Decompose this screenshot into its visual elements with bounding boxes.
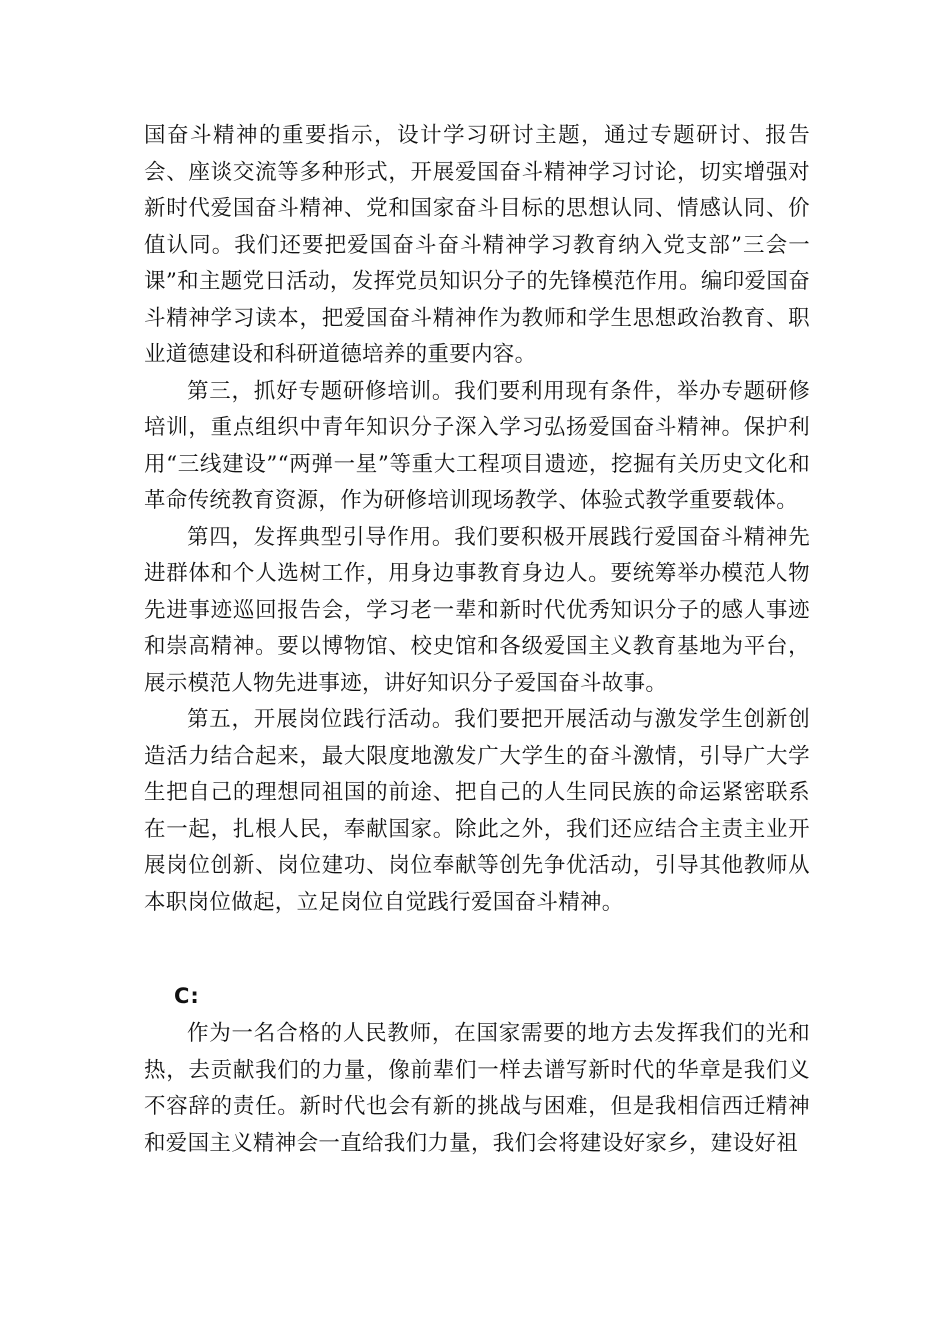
section-label-c: C: — [174, 984, 200, 1008]
paragraph-fifth-point: 第五，开展岗位践行活动。我们要把开展活动与激发学生创新创造活力结合起来，最大限度地激发广大学生的奋斗激情，引导广大学生把自己的理想同祖国的前途、把自己的人生同民族的命运紧密联系在一起，扎根人民，奉献国家。除此之外，我们还应结合主责主业开展岗位创新、岗位建功、岗位奉献等创先争优活动，引导其他教师从本职岗位做起，立足岗位自觉践行爱国奋斗精神。 — [144, 707, 810, 915]
paragraph-third-point: 第三，抓好专题研修培训。我们要利用现有条件，举办专题研修培训，重点组织中青年知识分子深入学习弘扬爱国奋斗精神。保护利用“三线建设”“两弹一星”等重大工程项目遗迹，挖掘有关历史文化和革命传统教育资源，作为研修培训现场教学、体验式教学重要载体。 — [144, 378, 810, 513]
paragraph-section-c: 作为一名合格的人民教师，在国家需要的地方去发挥我们的光和热，去贡献我们的力量，像前辈们一样去谱写新时代的华章是我们义不容辞的责任。新时代也会有新的挑战与困难，但是我相信西迁精神和爱国主义精神会一直给我们力量，我们会将建设好家乡，建设好祖 — [144, 1021, 810, 1156]
paragraph-continuation: 国奋斗精神的重要指示，设计学习研讨主题，通过专题研讨、报告会、座谈交流等多种形式，开展爱国奋斗精神学习讨论，切实增强对新时代爱国奋斗精神、党和国家奋斗目标的思想认同、情感认同、价值认同。我们还要把爱国奋斗奋斗精神学习教育纳入党支部”三会一课”和主题党日活动，发挥党员知识分子的先锋模范作用。编印爱国奋斗精神学习读本，把爱国奋斗精神作为教师和学生思想政治教育、职业道德建设和科研道德培养的重要内容。 — [144, 123, 810, 367]
paragraph-fourth-point: 第四，发挥典型引导作用。我们要积极开展践行爱国奋斗精神先进群体和个人选树工作，用身边事教育身边人。要统筹举办模范人物先进事迹巡回报告会，学习老一辈和新时代优秀知识分子的感人事迹和崇高精神。要以博物馆、校史馆和各级爱国主义教育基地为平台，展示模范人物先进事迹，讲好知识分子爱国奋斗故事。 — [144, 524, 810, 696]
document-page — [144, 118, 810, 1162]
